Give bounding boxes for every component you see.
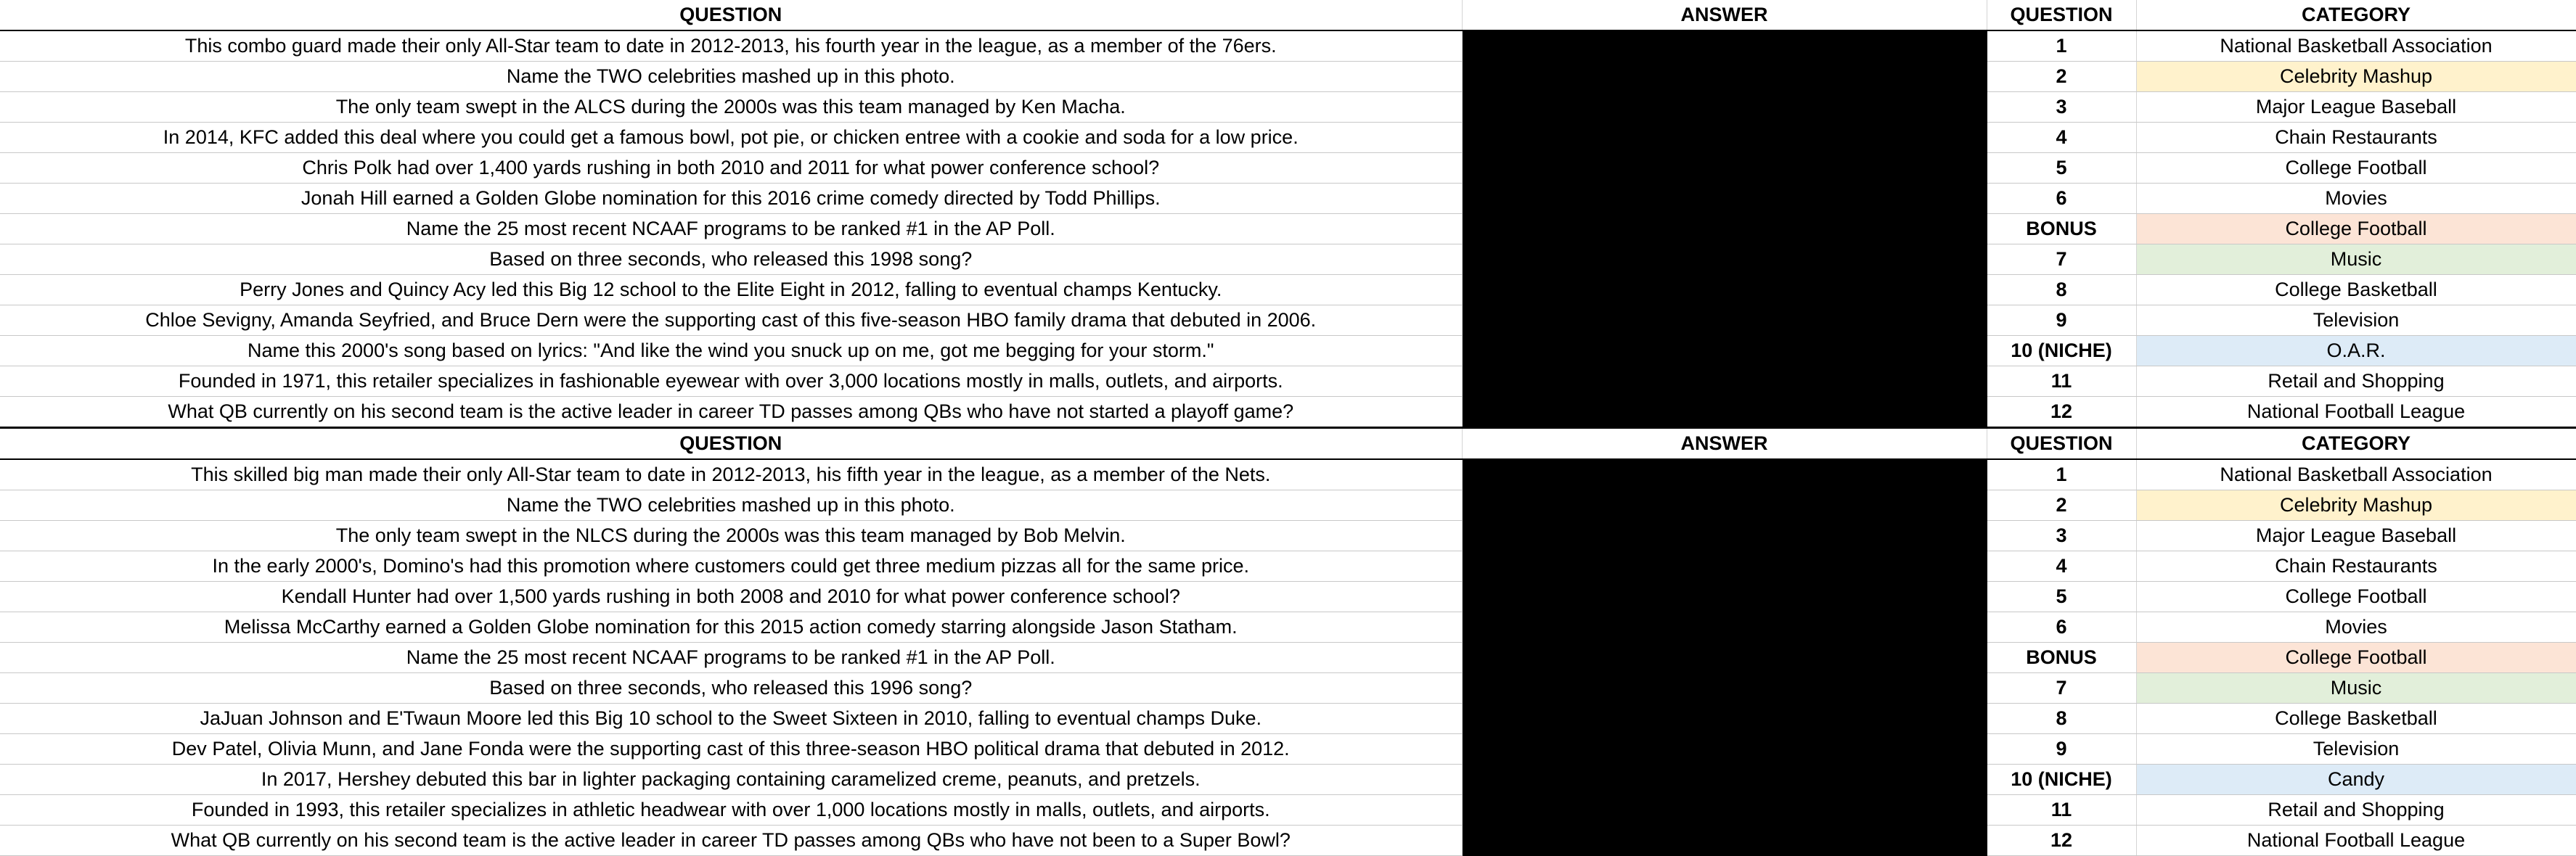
question-cell[interactable]: Name the 25 most recent NCAAF programs to be ranked #1 in the AP Poll. — [0, 214, 1462, 244]
answer-cell-redacted[interactable] — [1462, 643, 1987, 673]
category-cell[interactable]: National Football League — [2136, 826, 2576, 856]
category-cell[interactable]: Celebrity Mashup — [2136, 490, 2576, 521]
header-row — [0, 428, 2576, 460]
question-number-cell[interactable]: BONUS — [1987, 214, 2136, 244]
answer-cell-redacted[interactable] — [1462, 30, 1987, 62]
answer-cell-redacted[interactable] — [1462, 765, 1987, 795]
table-row — [0, 490, 2576, 521]
answer-cell-redacted[interactable] — [1462, 795, 1987, 826]
question-number-cell[interactable]: 8 — [1987, 704, 2136, 734]
table-row — [0, 521, 2576, 551]
header-question-cell[interactable]: QUESTION — [0, 428, 1462, 460]
category-cell[interactable]: College Football — [2136, 643, 2576, 673]
question-cell[interactable]: Jonah Hill earned a Golden Globe nomination for this 2016 crime comedy directed by Todd Phillips. — [0, 184, 1462, 214]
category-cell[interactable]: Music — [2136, 244, 2576, 275]
question-cell[interactable]: JaJuan Johnson and E'Twaun Moore led this Big 10 school to the Sweet Sixteen in 2010, falling to eventual champs Duke. — [0, 704, 1462, 734]
question-number-cell[interactable]: 2 — [1987, 490, 2136, 521]
header-number-cell[interactable]: QUESTION — [1987, 428, 2136, 460]
category-cell[interactable]: Movies — [2136, 184, 2576, 214]
category-cell[interactable]: College Basketball — [2136, 704, 2576, 734]
question-cell[interactable]: What QB currently on his second team is the active leader in career TD passes among QBs who have not been to a Super Bowl? — [0, 826, 1462, 856]
table-row — [0, 795, 2576, 826]
question-number-cell[interactable]: 9 — [1987, 734, 2136, 765]
table-row — [0, 366, 2576, 397]
answer-cell-redacted[interactable] — [1462, 123, 1987, 153]
table-row — [0, 704, 2576, 734]
category-cell[interactable]: Major League Baseball — [2136, 521, 2576, 551]
category-cell[interactable]: Movies — [2136, 612, 2576, 643]
question-number-cell[interactable]: 10 (NICHE) — [1987, 336, 2136, 366]
question-cell[interactable]: The only team swept in the ALCS during the 2000s was this team managed by Ken Macha. — [0, 92, 1462, 123]
question-cell[interactable]: Melissa McCarthy earned a Golden Globe nomination for this 2015 action comedy starring alongside Jason Statham. — [0, 612, 1462, 643]
answer-cell-redacted[interactable] — [1462, 184, 1987, 214]
category-cell[interactable]: Chain Restaurants — [2136, 123, 2576, 153]
question-cell[interactable]: Kendall Hunter had over 1,500 yards rushing in both 2008 and 2010 for what power conference school? — [0, 582, 1462, 612]
question-number-cell[interactable]: 4 — [1987, 123, 2136, 153]
answer-cell-redacted[interactable] — [1462, 612, 1987, 643]
answer-cell-redacted[interactable] — [1462, 490, 1987, 521]
table-row — [0, 397, 2576, 428]
answer-cell-redacted[interactable] — [1462, 92, 1987, 123]
category-cell[interactable]: National Football League — [2136, 397, 2576, 428]
answer-cell-redacted[interactable] — [1462, 275, 1987, 305]
table-row — [0, 92, 2576, 123]
header-row — [0, 0, 2576, 30]
table-row — [0, 30, 2576, 62]
question-cell[interactable]: In the early 2000's, Domino's had this promotion where customers could get three medium pizzas all for the same price. — [0, 551, 1462, 582]
answer-cell-redacted[interactable] — [1462, 397, 1987, 428]
answer-cell-redacted[interactable] — [1462, 704, 1987, 734]
question-cell[interactable]: Name the TWO celebrities mashed up in this photo. — [0, 490, 1462, 521]
question-number-cell[interactable]: 5 — [1987, 153, 2136, 184]
table-row — [0, 826, 2576, 856]
answer-cell-redacted[interactable] — [1462, 62, 1987, 92]
question-cell[interactable]: Chloe Sevigny, Amanda Seyfried, and Bruce Dern were the supporting cast of this five-season HBO family drama that debuted in 2006. — [0, 305, 1462, 336]
question-cell[interactable]: Name the 25 most recent NCAAF programs to be ranked #1 in the AP Poll. — [0, 643, 1462, 673]
question-cell[interactable]: This skilled big man made their only All-Star team to date in 2012-2013, his fifth year in the league, as a member of the Nets. — [0, 459, 1462, 490]
table-row — [0, 244, 2576, 275]
table-row — [0, 214, 2576, 244]
answer-cell-redacted[interactable] — [1462, 521, 1987, 551]
question-number-cell[interactable]: 11 — [1987, 795, 2136, 826]
question-cell[interactable]: Based on three seconds, who released this 1996 song? — [0, 673, 1462, 704]
question-cell[interactable]: Founded in 1971, this retailer specializes in fashionable eyewear with over 3,000 locations mostly in malls, outlets, and airports. — [0, 366, 1462, 397]
category-cell[interactable]: National Basketball Association — [2136, 30, 2576, 62]
question-cell[interactable]: What QB currently on his second team is the active leader in career TD passes among QBs who have not started a playoff game? — [0, 397, 1462, 428]
question-number-cell[interactable]: 6 — [1987, 184, 2136, 214]
table-row — [0, 673, 2576, 704]
question-cell[interactable]: Founded in 1993, this retailer specializes in athletic headwear with over 1,000 locations mostly in malls, outlets, and airports. — [0, 795, 1462, 826]
category-cell[interactable]: Retail and Shopping — [2136, 366, 2576, 397]
table-row — [0, 275, 2576, 305]
category-cell[interactable]: College Football — [2136, 153, 2576, 184]
question-number-cell[interactable]: BONUS — [1987, 643, 2136, 673]
question-number-cell[interactable]: 12 — [1987, 826, 2136, 856]
table-row — [0, 123, 2576, 153]
question-number-cell[interactable]: 8 — [1987, 275, 2136, 305]
answer-cell-redacted[interactable] — [1462, 582, 1987, 612]
question-cell[interactable]: In 2017, Hershey debuted this bar in lighter packaging containing caramelized creme, peanuts, and pretzels. — [0, 765, 1462, 795]
question-number-cell[interactable]: 6 — [1987, 612, 2136, 643]
table-row — [0, 62, 2576, 92]
question-number-cell[interactable]: 4 — [1987, 551, 2136, 582]
answer-cell-redacted[interactable] — [1462, 734, 1987, 765]
header-number-cell[interactable]: QUESTION — [1987, 0, 2136, 30]
category-cell[interactable]: College Football — [2136, 582, 2576, 612]
question-number-cell[interactable]: 11 — [1987, 366, 2136, 397]
table-row — [0, 305, 2576, 336]
answer-cell-redacted[interactable] — [1462, 305, 1987, 336]
question-cell[interactable]: The only team swept in the NLCS during the 2000s was this team managed by Bob Melvin. — [0, 521, 1462, 551]
question-number-cell[interactable]: 2 — [1987, 62, 2136, 92]
question-number-cell[interactable]: 1 — [1987, 30, 2136, 62]
answer-cell-redacted[interactable] — [1462, 336, 1987, 366]
category-cell[interactable]: National Basketball Association — [2136, 459, 2576, 490]
category-cell[interactable]: Television — [2136, 734, 2576, 765]
category-cell[interactable]: Celebrity Mashup — [2136, 62, 2576, 92]
question-cell[interactable]: This combo guard made their only All-Star team to date in 2012-2013, his fourth year in the league, as a member of the 76ers. — [0, 30, 1462, 62]
answer-cell-redacted[interactable] — [1462, 673, 1987, 704]
header-category-cell[interactable]: CATEGORY — [2136, 0, 2576, 30]
question-cell[interactable]: Perry Jones and Quincy Acy led this Big 12 school to the Elite Eight in 2012, falling to eventual champs Kentucky. — [0, 275, 1462, 305]
question-number-cell[interactable]: 12 — [1987, 397, 2136, 428]
question-number-cell[interactable]: 3 — [1987, 521, 2136, 551]
answer-cell-redacted[interactable] — [1462, 214, 1987, 244]
answer-cell-redacted[interactable] — [1462, 244, 1987, 275]
answer-cell-redacted[interactable] — [1462, 459, 1987, 490]
table-row — [0, 612, 2576, 643]
table-row — [0, 734, 2576, 765]
question-number-cell[interactable]: 3 — [1987, 92, 2136, 123]
table-row — [0, 765, 2576, 795]
category-cell[interactable]: College Football — [2136, 214, 2576, 244]
question-number-cell[interactable]: 5 — [1987, 582, 2136, 612]
category-cell[interactable]: Music — [2136, 673, 2576, 704]
table-row — [0, 582, 2576, 612]
header-answer-cell[interactable]: ANSWER — [1462, 428, 1987, 460]
question-number-cell[interactable]: 1 — [1987, 459, 2136, 490]
table-row — [0, 459, 2576, 490]
header-category-cell[interactable]: CATEGORY — [2136, 428, 2576, 460]
category-cell[interactable]: Chain Restaurants — [2136, 551, 2576, 582]
category-cell[interactable]: Major League Baseball — [2136, 92, 2576, 123]
question-cell[interactable]: Based on three seconds, who released this 1998 song? — [0, 244, 1462, 275]
question-number-cell[interactable]: 7 — [1987, 244, 2136, 275]
category-cell[interactable]: Television — [2136, 305, 2576, 336]
table-row — [0, 551, 2576, 582]
answer-cell-redacted[interactable] — [1462, 826, 1987, 856]
question-number-cell[interactable]: 10 (NICHE) — [1987, 765, 2136, 795]
answer-cell-redacted[interactable] — [1462, 366, 1987, 397]
question-cell[interactable]: In 2014, KFC added this deal where you could get a famous bowl, pot pie, or chicken entree with a cookie and soda for a low price. — [0, 123, 1462, 153]
table-row — [0, 336, 2576, 366]
table-row — [0, 184, 2576, 214]
category-cell[interactable]: Candy — [2136, 765, 2576, 795]
question-number-cell[interactable]: 7 — [1987, 673, 2136, 704]
question-cell[interactable]: Name this 2000's song based on lyrics: "And like the wind you snuck up on me, got me begging for your storm." — [0, 336, 1462, 366]
question-cell[interactable]: Chris Polk had over 1,400 yards rushing in both 2010 and 2011 for what power conference school? — [0, 153, 1462, 184]
question-number-cell[interactable]: 9 — [1987, 305, 2136, 336]
table-row — [0, 153, 2576, 184]
header-question-cell[interactable]: QUESTION — [0, 0, 1462, 30]
category-cell[interactable]: O.A.R. — [2136, 336, 2576, 366]
category-cell[interactable]: College Basketball — [2136, 275, 2576, 305]
question-cell[interactable]: Name the TWO celebrities mashed up in this photo. — [0, 62, 1462, 92]
answer-cell-redacted[interactable] — [1462, 153, 1987, 184]
answer-cell-redacted[interactable] — [1462, 551, 1987, 582]
header-answer-cell[interactable]: ANSWER — [1462, 0, 1987, 30]
category-cell[interactable]: Retail and Shopping — [2136, 795, 2576, 826]
table-row — [0, 643, 2576, 673]
question-cell[interactable]: Dev Patel, Olivia Munn, and Jane Fonda were the supporting cast of this three-season HBO political drama that debuted in 2012. — [0, 734, 1462, 765]
